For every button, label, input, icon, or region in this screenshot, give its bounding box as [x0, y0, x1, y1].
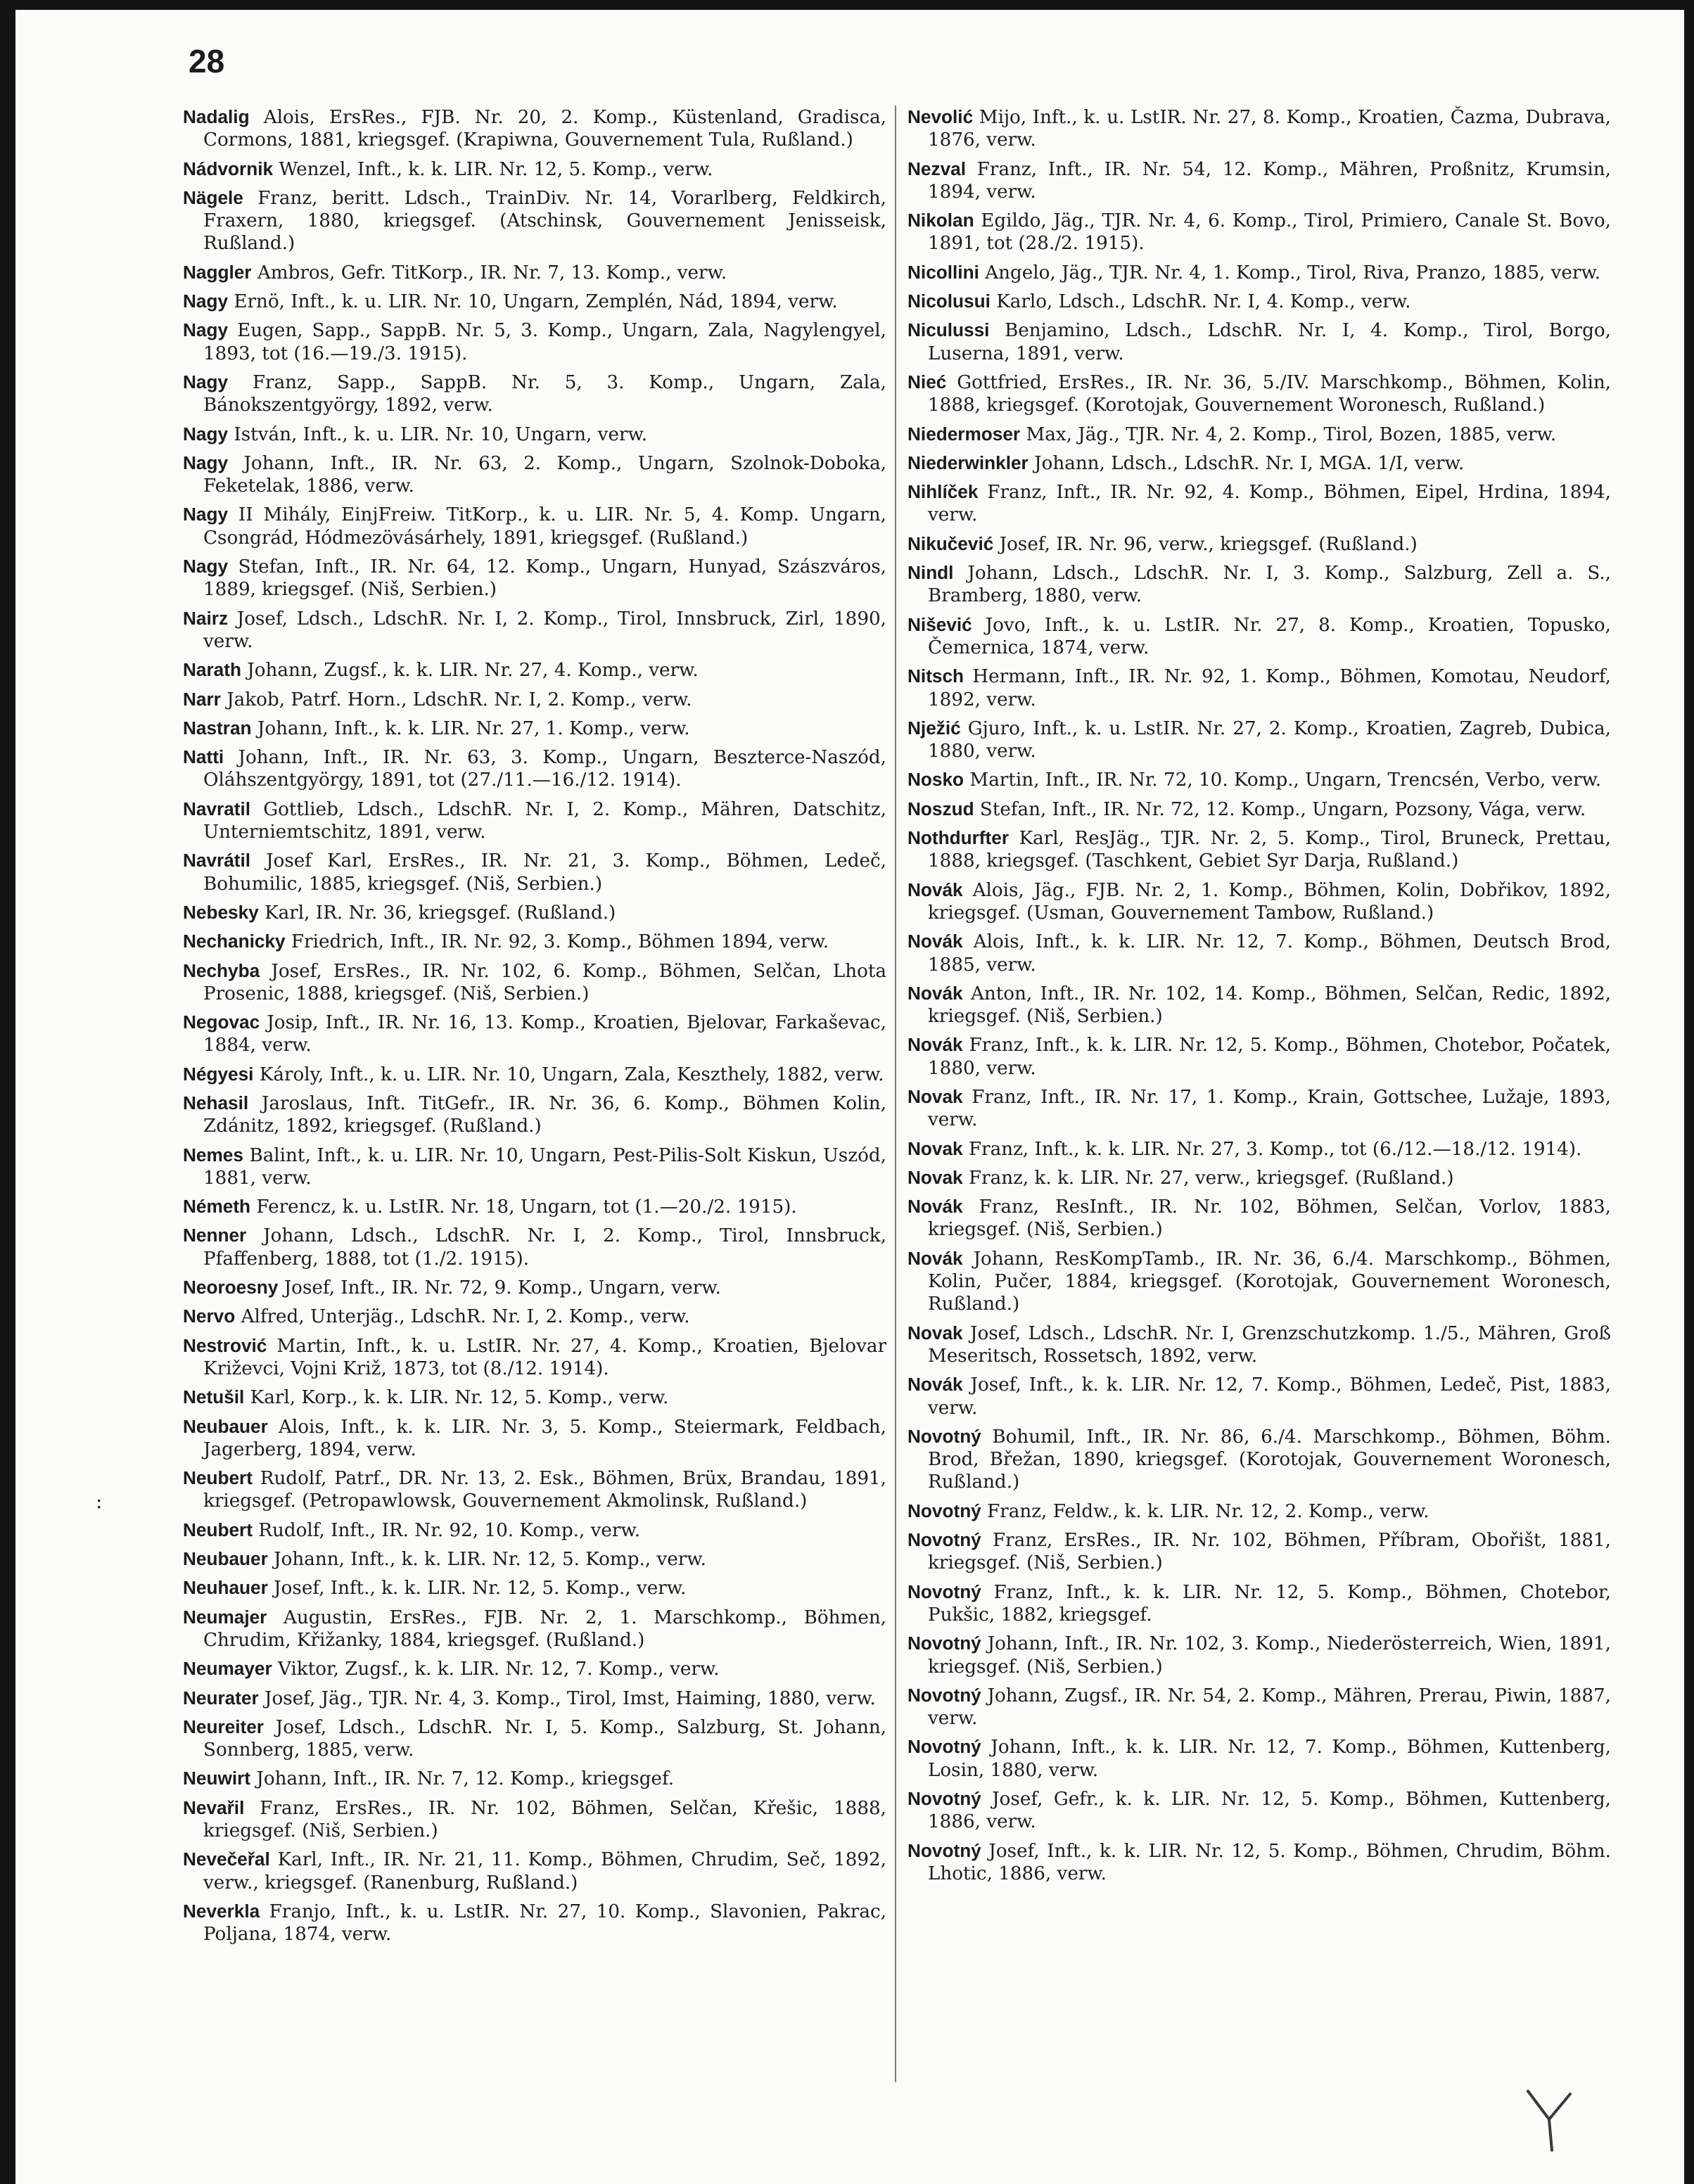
entry-details: Josef, Ldsch., LdschR. Nr. I, 5. Komp., Salzburg, St. Johann, Sonnberg, 1885, verw.: [203, 1716, 887, 1761]
register-entry: [183, 186, 886, 255]
entry-details: Franz, ResInft., IR. Nr. 102, Böhmen, Selčan, Vorlov, 1883, kriegsgef. (Niš, Serbien.): [928, 1196, 1611, 1241]
entry-details: Max, Jäg., TJR. Nr. 4, 2. Komp., Tirol, Bozen, 1885, verw.: [1026, 423, 1557, 445]
entry-details: Johann, Inft., IR. Nr. 102, 3. Komp., Niederösterreich, Wien, 1891, kriegsgef. (Niš, Serbien.): [928, 1633, 1611, 1678]
entry-surname: Nagy: [183, 504, 229, 525]
register-entry: [183, 371, 886, 417]
entry-details: Franz, Inft., k. k. LIR. Nr. 12, 5. Komp., Böhmen, Chotebor, Pukšic, 1882, kriegsgef.: [928, 1581, 1612, 1626]
entry-details: Johann, Inft., IR. Nr. 7, 12. Komp., kriegsgef.: [256, 1768, 675, 1790]
entry-surname: Nježić: [908, 717, 961, 739]
entry-details: Karlo, Ldsch., LdschR. Nr. I, 4. Komp., verw.: [996, 291, 1411, 313]
entry-details: Augustin, ErsRes., FJB. Nr. 2, 1. Marschkomp., Böhmen, Chrudim, Křižanky, 1884, kriegsgef. (Rußland.): [203, 1607, 887, 1651]
entry-details: Franz, Inft., IR. Nr. 17, 1. Komp., Krain, Gottschee, Lužaje, 1893, verw.: [928, 1086, 1612, 1131]
register-entry: [183, 503, 886, 549]
entry-details: Stefan, Inft., IR. Nr. 64, 12. Komp., Ungarn, Hunyad, Szászváros, 1889, kriegsgef. (Niš, Serbien.): [203, 556, 886, 601]
entry-details: Gottlieb, Ldsch., LdschR. Nr. I, 2. Komp., Mähren, Datschitz, Unterniemtschitz, 1891, verw.: [203, 798, 886, 843]
right-column: [908, 106, 1611, 1891]
entry-details: István, Inft., k. u. LIR. Nr. 10, Ungarn, verw.: [234, 423, 648, 445]
entry-details: Hermann, Inft., IR. Nr. 92, 1. Komp., Böhmen, Komotau, Neudorf, 1892, verw.: [928, 666, 1611, 710]
entry-details: Franjo, Inft., k. u. LstIR. Nr. 27, 10. Komp., Slavonien, Pakrac, Poljana, 1874, verw.: [203, 1901, 887, 1946]
entry-details: Johann, Inft., IR. Nr. 63, 2. Komp., Ungarn, Szolnok-Doboka, Feketelak, 1886, verw.: [203, 452, 887, 497]
entry-surname: Novak: [908, 1322, 963, 1343]
register-entry: [183, 1767, 886, 1790]
register-entry: [908, 930, 1611, 976]
entry-details: Jaroslaus, Inft. TitGefr., IR. Nr. 36, 6. Komp., Böhmen Kolin, Zdánitz, 1892, kriegsgef. (Rußland.): [203, 1092, 886, 1137]
scan-border-top: [0, 0, 1694, 10]
entry-details: Johann, Inft., IR. Nr. 63, 3. Komp., Ungarn, Beszterce-Naszód, Oláhszentgyörgy, 1891, tot (27./11.—16./12. 1914).: [203, 747, 887, 791]
register-entry: [908, 319, 1611, 365]
handwritten-mark-icon: [1521, 2086, 1577, 2156]
register-entry: [908, 1735, 1611, 1782]
register-entry: [183, 1900, 886, 1946]
register-entry: [183, 658, 886, 682]
entry-details: Johann, Zugsf., k. k. LIR. Nr. 27, 4. Komp., verw.: [247, 660, 699, 682]
entry-details: Alois, ErsRes., FJB. Nr. 20, 2. Komp., Küstenland, Gradisca, Cormons, 1881, kriegsgef. (Krapiwna, Gouvernement Tula, Rußland.): [203, 107, 887, 151]
entry-details: Franz, k. k. LIR. Nr. 27, verw., kriegsgef. (Rußland.): [968, 1167, 1454, 1189]
entry-surname: Nagy: [183, 556, 229, 577]
entry-details: Karl, Inft., IR. Nr. 21, 11. Komp., Böhmen, Chrudim, Seč, 1892, verw., kriegsgef. (Ranenburg, Rußland.): [203, 1849, 886, 1894]
entry-details: Ernö, Inft., k. u. LIR. Nr. 10, Ungarn, Zemplén, Nád, 1894, verw.: [234, 291, 838, 313]
entry-surname: Neubert: [183, 1519, 253, 1540]
entry-surname: Nišević: [908, 613, 972, 635]
entry-details: II Mihály, EinjFreiw. TitKorp., k. u. LIR. Nr. 5, 4. Komp. Ungarn, Csongrád, Hódmezövásárhely, 1891, kriegsgef. (Rußland.): [203, 504, 887, 549]
entry-surname: Novák: [908, 1374, 963, 1396]
entry-surname: Neubauer: [183, 1548, 268, 1570]
register-entry: [183, 1687, 886, 1710]
entry-surname: Nevařil: [183, 1796, 245, 1818]
register-entry: [183, 1848, 886, 1894]
register-entry: [183, 1195, 886, 1218]
entry-surname: Netušil: [183, 1386, 245, 1408]
register-entry: [183, 423, 886, 446]
entry-details: Johann, Inft., k. k. LIR. Nr. 12, 7. Komp., Böhmen, Kuttenberg, Losin, 1880, verw.: [928, 1737, 1611, 1781]
register-entry: [908, 532, 1611, 556]
entry-details: Josef, ErsRes., IR. Nr. 102, 6. Komp., Böhmen, Selčan, Lhota Prosenic, 1888, kriegsgef. (Niš, Serbien.): [203, 960, 886, 1004]
entry-details: Josef, Ldsch., LdschR. Nr. I, Grenzschutzkomp. 1./5., Mähren, Groß Meseritsch, Rossetsch, 1892, verw.: [928, 1322, 1611, 1367]
entry-surname: Novák: [908, 879, 963, 900]
entry-surname: Négyesi: [183, 1063, 254, 1085]
entry-surname: Nägele: [183, 186, 243, 208]
register-entry: [183, 158, 886, 181]
entry-surname: Neumajer: [183, 1606, 267, 1628]
entry-surname: Niculussi: [908, 319, 990, 341]
register-entry: [183, 1305, 886, 1328]
entry-surname: Neureiter: [183, 1716, 264, 1737]
entry-surname: Nestrović: [183, 1334, 267, 1356]
entry-details: Gottfried, ErsRes., IR. Nr. 36, 5./IV. Marschkomp., Böhmen, Kolin, 1888, kriegsgef. (Korotojak, Gouvernement Woronesch, Rußland.): [928, 371, 1612, 416]
register-entry: [908, 1684, 1611, 1730]
entry-surname: Novak: [908, 1166, 963, 1188]
entry-surname: Narath: [183, 659, 241, 681]
entry-details: Franz, Feldw., k. k. LIR. Nr. 12, 2. Komp., verw.: [987, 1500, 1429, 1522]
register-entry: [183, 1063, 886, 1086]
entry-surname: Neumayer: [183, 1658, 272, 1680]
register-entry: [908, 613, 1611, 660]
entry-surname: Noszud: [908, 798, 974, 819]
entry-surname: Natti: [183, 746, 224, 768]
register-entry: [183, 261, 886, 284]
entry-details: Franz, Inft., IR. Nr. 54, 12. Komp., Mähren, Proßnitz, Krumsin, 1894, verw.: [928, 158, 1611, 203]
entry-details: Johann, Inft., k. k. LIR. Nr. 27, 1. Komp., verw.: [257, 717, 690, 739]
register-entry: [183, 452, 886, 498]
register-entry: [183, 930, 886, 953]
entry-surname: Nikučević: [908, 532, 994, 554]
entry-details: Johann, Ldsch., LdschR. Nr. I, 3. Komp., Salzburg, Zell a. S., Bramberg, 1880, verw.: [928, 563, 1611, 607]
register-entry: [183, 1716, 886, 1762]
register-entry: [908, 1373, 1611, 1419]
register-entry: [183, 1519, 886, 1542]
register-entry: [908, 423, 1611, 446]
entry-surname: Novák: [908, 931, 963, 952]
entry-surname: Navratil: [183, 798, 251, 819]
entry-details: Mijo, Inft., k. u. LstIR. Nr. 27, 8. Komp., Kroatien, Čazma, Dubrava, 1876, verw.: [928, 107, 1611, 151]
entry-surname: Nevolić: [908, 106, 974, 127]
entry-details: Gjuro, Inft., k. u. LstIR. Nr. 27, 2. Komp., Kroatien, Zagreb, Dubica, 1880, verw.: [928, 717, 1611, 762]
entry-surname: Novák: [908, 1034, 963, 1056]
entry-surname: Navrátil: [183, 850, 251, 871]
register-entry: [183, 901, 886, 924]
register-entry: [183, 959, 886, 1006]
register-entry: [908, 1166, 1611, 1189]
register-entry: [908, 1787, 1611, 1834]
entry-surname: Németh: [183, 1196, 251, 1218]
entry-surname: Nehasil: [183, 1092, 249, 1113]
entry-details: Josef, Jäg., TJR. Nr. 4, 3. Komp., Tirol, Imst, Haiming, 1880, verw.: [265, 1687, 876, 1709]
entry-surname: Nastran: [183, 717, 252, 739]
entry-surname: Novotný: [908, 1684, 981, 1706]
entry-details: Stefan, Inft., IR. Nr. 72, 12. Komp., Ungarn, Pozsony, Vága, verw.: [979, 798, 1586, 820]
register-entry: [183, 1092, 886, 1138]
register-entry: [183, 1011, 886, 1057]
entry-details: Ambros, Gefr. TitKorp., IR. Nr. 7, 13. Komp., verw.: [257, 262, 727, 283]
register-entry: [908, 717, 1611, 763]
entry-surname: Nagy: [183, 423, 229, 445]
register-entry: [183, 688, 886, 711]
register-entry: [183, 1796, 886, 1843]
register-entry: [908, 561, 1611, 608]
register-entry: [908, 1839, 1611, 1886]
entry-details: Karl, IR. Nr. 36, kriegsgef. (Rußland.): [265, 902, 616, 924]
entry-details: Bohumil, Inft., IR. Nr. 86, 6./4. Marschkomp., Böhmen, Böhm. Brod, Břežan, 1890, kriegsgef. (Korotojak, Gouvernement Woronesch, Rußland.): [928, 1426, 1611, 1493]
entry-surname: Nechyba: [183, 959, 260, 981]
left-column: [183, 106, 886, 1951]
entry-surname: Nagy: [183, 452, 229, 473]
entry-details: Alois, Inft., k. k. LIR. Nr. 12, 7. Komp., Böhmen, Deutsch Brod, 1885, verw.: [928, 931, 1611, 976]
entry-details: Anton, Inft., IR. Nr. 102, 14. Komp., Böhmen, Selčan, Redic, 1892, kriegsgef. (Niš, Serbien.): [928, 983, 1611, 1028]
register-entry: [908, 798, 1611, 821]
register-entry: [908, 371, 1611, 417]
register-entry: [183, 1415, 886, 1462]
entry-details: Josef, Gefr., k. k. LIR. Nr. 12, 5. Komp., Böhmen, Kuttenberg, 1886, verw.: [928, 1789, 1612, 1833]
entry-surname: Nevečeřal: [183, 1848, 270, 1870]
entry-surname: Nadalig: [183, 106, 250, 127]
register-entry: [183, 717, 886, 740]
entry-details: Károly, Inft., k. u. LIR. Nr. 10, Ungarn, Zala, Keszthely, 1882, verw.: [259, 1064, 884, 1085]
entry-surname: Neoroesny: [183, 1277, 279, 1298]
register-entry: [908, 982, 1611, 1028]
register-entry: [183, 290, 886, 313]
entry-details: Karl, ResJäg., TJR. Nr. 2, 5. Komp., Tirol, Bruneck, Prettau, 1888, kriegsgef. (Taschkent, Gebiet Syr Darja, Rußland.): [928, 828, 1611, 872]
register-entry: [183, 319, 886, 365]
entry-details: Angelo, Jäg., TJR. Nr. 4, 1. Komp., Tirol, Riva, Pranzo, 1885, verw.: [985, 262, 1601, 283]
register-entry: [908, 1500, 1611, 1523]
entry-surname: Nagy: [183, 290, 229, 312]
register-entry: [908, 768, 1611, 791]
entry-surname: Nezval: [908, 158, 966, 179]
entry-surname: Niederwinkler: [908, 452, 1028, 473]
entry-details: Johann, ResKompTamb., IR. Nr. 36, 6./4. Marschkomp., Böhmen, Kolin, Pučer, 1884, kriegsgef. (Korotojak, Gouvernement Woronesch, Rußland.): [928, 1248, 1612, 1315]
register-entry: [908, 1528, 1611, 1575]
register-entry: [908, 452, 1611, 475]
entry-surname: Neubauer: [183, 1415, 268, 1437]
register-entry: [183, 1144, 886, 1190]
entry-surname: Novotný: [908, 1500, 981, 1521]
entry-details: Ferencz, k. u. LstIR. Nr. 18, Ungarn, tot (1.—20./2. 1915).: [256, 1196, 797, 1218]
entry-surname: Nemes: [183, 1144, 243, 1166]
register-entry: [183, 1576, 886, 1599]
entry-details: Franz, Inft., k. k. LIR. Nr. 12, 5. Komp., Böhmen, Chotebor, Počatek, 1880, verw.: [928, 1035, 1612, 1079]
entry-surname: Nieć: [908, 371, 947, 392]
entry-surname: Novotný: [908, 1425, 981, 1447]
entry-surname: Novák: [908, 1196, 963, 1218]
entry-surname: Neverkla: [183, 1900, 260, 1922]
entry-details: Franz, ErsRes., IR. Nr. 102, Böhmen, Selčan, Křešic, 1888, kriegsgef. (Niš, Serbien.): [203, 1797, 886, 1841]
register-entry: [908, 261, 1611, 284]
entry-surname: Nádvornik: [183, 158, 274, 179]
register-entry: [908, 1322, 1611, 1368]
register-entry: [908, 480, 1611, 527]
entry-surname: Novotný: [908, 1633, 981, 1654]
register-entry: [908, 1033, 1611, 1080]
column-divider: [895, 106, 896, 2082]
register-entry: [183, 1547, 886, 1571]
entry-surname: Novotný: [908, 1736, 981, 1758]
entry-details: Rudolf, Patrf., DR. Nr. 13, 2. Esk., Böhmen, Brüx, Brandau, 1891, kriegsgef. (Petropawlowsk, Gouvernement Akmolinsk, Rußland.): [203, 1468, 887, 1512]
entry-details: Josef Karl, ErsRes., IR. Nr. 21, 3. Komp., Böhmen, Ledeč, Bohumilic, 1885, kriegsgef. (Niš, Serbien.): [203, 850, 886, 895]
entry-details: Johann, Inft., k. k. LIR. Nr. 12, 5. Komp., verw.: [274, 1549, 706, 1571]
entry-surname: Novotný: [908, 1529, 981, 1551]
entry-details: Rudolf, Inft., IR. Nr. 92, 10. Komp., verw.: [258, 1519, 641, 1541]
register-entry: [908, 1137, 1611, 1161]
entry-details: Johann, Ldsch., LdschR. Nr. I, 2. Komp., Tirol, Innsbruck, Pfaffenberg, 1888, tot (1./2. 1915).: [203, 1225, 886, 1270]
entry-surname: Nitsch: [908, 665, 964, 687]
entry-surname: Niedermoser: [908, 423, 1021, 445]
register-entry: [183, 607, 886, 653]
register-entry: [183, 1334, 886, 1381]
entry-surname: Nagy: [183, 319, 229, 341]
entry-details: Franz, ErsRes., IR. Nr. 102, Böhmen, Příbram, Obořišt, 1881, kriegsgef. (Niš, Serbien.): [928, 1530, 1611, 1574]
register-entry: [183, 1606, 886, 1652]
entry-surname: Novák: [908, 1247, 963, 1269]
entry-surname: Nindl: [908, 562, 954, 584]
register-entry: [908, 106, 1611, 152]
entry-surname: Narr: [183, 688, 221, 710]
margin-mark: :: [96, 1490, 103, 1513]
entry-surname: Nikolan: [908, 210, 974, 231]
register-entry: [908, 1425, 1611, 1494]
scan-border-left: [0, 0, 15, 2184]
entry-surname: Novotný: [908, 1580, 981, 1602]
register-entry: [908, 1247, 1611, 1316]
entry-details: Josef, Ldsch., LdschR. Nr. I, 2. Komp., Tirol, Innsbruck, Zirl, 1890, verw.: [203, 608, 886, 652]
entry-details: Johann, Zugsf., IR. Nr. 54, 2. Komp., Mähren, Prerau, Piwin, 1887, verw.: [928, 1685, 1612, 1730]
entry-surname: Neuhauer: [183, 1577, 268, 1599]
register-entry: [183, 1224, 886, 1270]
entry-details: Franz, beritt. Ldsch., TrainDiv. Nr. 14, Vorarlberg, Feldkirch, Fraxern, 1880, kriegsgef. (Atschinsk, Gouvernement Jenisseisk, Rußland.): [203, 187, 886, 255]
entry-details: Jakob, Patrf. Horn., LdschR. Nr. I, 2. Komp., verw.: [227, 689, 692, 710]
register-entry: [183, 1276, 886, 1299]
entry-surname: Novotný: [908, 1839, 981, 1861]
entry-surname: Nenner: [183, 1225, 247, 1246]
entry-surname: Novotný: [908, 1788, 981, 1809]
register-entry: [908, 1195, 1611, 1241]
entry-details: Josip, Inft., IR. Nr. 16, 13. Komp., Kroatien, Bjelovar, Farkaševac, 1884, verw.: [203, 1012, 886, 1056]
entry-details: Alfred, Unterjäg., LdschR. Nr. I, 2. Komp., verw.: [241, 1306, 690, 1328]
entry-details: Josef, Inft., k. k. LIR. Nr. 12, 5. Komp., verw.: [274, 1578, 687, 1599]
entry-details: Josef, Inft., k. k. LIR. Nr. 12, 7. Komp., Böhmen, Ledeč, Pist, 1883, verw.: [928, 1374, 1611, 1419]
page-number: 28: [189, 43, 225, 79]
register-entry: [183, 106, 886, 152]
entry-surname: Nagy: [183, 371, 229, 392]
entry-surname: Nicollini: [908, 261, 979, 283]
register-entry: [183, 746, 886, 792]
entry-details: Martin, Inft., IR. Nr. 72, 10. Komp., Ungarn, Trencsén, Verbo, verw.: [969, 769, 1602, 791]
entry-details: Josef, Inft., k. k. LIR. Nr. 12, 5. Komp., Böhmen, Chrudim, Böhm. Lhotic, 1886, verw.: [928, 1840, 1612, 1884]
entry-details: Alois, Inft., k. k. LIR. Nr. 3, 5. Komp., Steiermark, Feldbach, Jagerberg, 1894, verw.: [203, 1416, 886, 1460]
entry-details: Franz, Inft., IR. Nr. 92, 4. Komp., Böhmen, Eipel, Hrdina, 1894, verw.: [928, 482, 1611, 526]
register-entry: [908, 1632, 1611, 1678]
entry-surname: Nicolusui: [908, 290, 991, 312]
scan-border-right: [1684, 0, 1694, 2184]
register-entry: [183, 849, 886, 895]
entry-details: Benjamino, Ldsch., LdschR. Nr. I, 4. Komp., Tirol, Borgo, Luserna, 1891, verw.: [928, 320, 1612, 364]
register-entry: [183, 1386, 886, 1409]
entry-surname: Nothdurfter: [908, 827, 1010, 849]
entry-details: Eugen, Sapp., SappB. Nr. 5, 3. Komp., Ungarn, Zala, Nagylengyel, 1893, tot (16.—19./3. 1915).: [203, 320, 887, 364]
entry-surname: Naggler: [183, 261, 252, 283]
entry-surname: Nebesky: [183, 901, 259, 923]
entry-details: Franz, Inft., k. k. LIR. Nr. 27, 3. Komp., tot (6./12.—18./12. 1914).: [968, 1138, 1582, 1160]
entry-details: Josef, Inft., IR. Nr. 72, 9. Komp., Ungarn, verw.: [284, 1277, 721, 1299]
register-entry: [183, 1657, 886, 1680]
entry-details: Viktor, Zugsf., k. k. LIR. Nr. 12, 7. Komp., verw.: [277, 1659, 720, 1680]
entry-details: Wenzel, Inft., k. k. LIR. Nr. 12, 5. Komp., verw.: [279, 158, 713, 180]
entry-surname: Nihlíček: [908, 481, 979, 503]
entry-surname: Neubert: [183, 1467, 253, 1489]
entry-details: Karl, Korp., k. k. LIR. Nr. 12, 5. Komp., verw.: [250, 1387, 669, 1409]
entry-surname: Nairz: [183, 607, 229, 629]
register-entry: [908, 1580, 1611, 1627]
entry-surname: Nechanicky: [183, 931, 286, 952]
entry-details: Johann, Ldsch., LdschR. Nr. I, MGA. 1/I, verw.: [1034, 452, 1465, 474]
entry-surname: Neuwirt: [183, 1768, 251, 1789]
entry-details: Friedrich, Inft., IR. Nr. 92, 3. Komp., Böhmen 1894, verw.: [291, 931, 829, 953]
register-entry: [908, 1085, 1611, 1132]
entry-surname: Nosko: [908, 769, 964, 791]
register-entry: [908, 879, 1611, 925]
register-entry: [908, 209, 1611, 255]
register-entry: [183, 798, 886, 844]
entry-details: Egildo, Jäg., TJR. Nr. 4, 6. Komp., Tirol, Primiero, Canale St. Bovo, 1891, tot (28./2. 1915).: [928, 210, 1612, 255]
entry-details: Jovo, Inft., k. u. LstIR. Nr. 27, 8. Komp., Kroatien, Topusko, Čemernica, 1874, verw.: [928, 614, 1611, 658]
entry-surname: Neurater: [183, 1687, 259, 1709]
register-entry: [908, 826, 1611, 873]
entry-details: Josef, IR. Nr. 96, verw., kriegsgef. (Rußland.): [999, 533, 1418, 555]
entry-details: Alois, Jäg., FJB. Nr. 2, 1. Komp., Böhmen, Kolin, Dobřikov, 1892, kriegsgef. (Usman, Gouvernement Tambow, Rußland.): [928, 879, 1611, 924]
register-entry: [183, 1467, 886, 1513]
entry-surname: Novák: [908, 982, 963, 1004]
entry-details: Balint, Inft., k. u. LIR. Nr. 10, Ungarn, Pest-Pilis-Solt Kiskun, Uszód, 1881, verw.: [203, 1144, 886, 1189]
entry-details: Martin, Inft., k. u. LstIR. Nr. 27, 4. Komp., Kroatien, Bjelovar Križevci, Vojni Križ, 1873, tot (8./12. 1914).: [203, 1335, 886, 1379]
register-entry: [908, 665, 1611, 711]
register-entry: [908, 290, 1611, 313]
register-entry: [908, 158, 1611, 204]
entry-details: Franz, Sapp., SappB. Nr. 5, 3. Komp., Ungarn, Zala, Bánokszentgyörgy, 1892, verw.: [203, 371, 886, 416]
entry-surname: Novak: [908, 1137, 963, 1159]
entry-surname: Negovac: [183, 1011, 260, 1033]
entry-surname: Novak: [908, 1085, 963, 1107]
entry-surname: Nervo: [183, 1305, 236, 1327]
register-entry: [183, 555, 886, 601]
